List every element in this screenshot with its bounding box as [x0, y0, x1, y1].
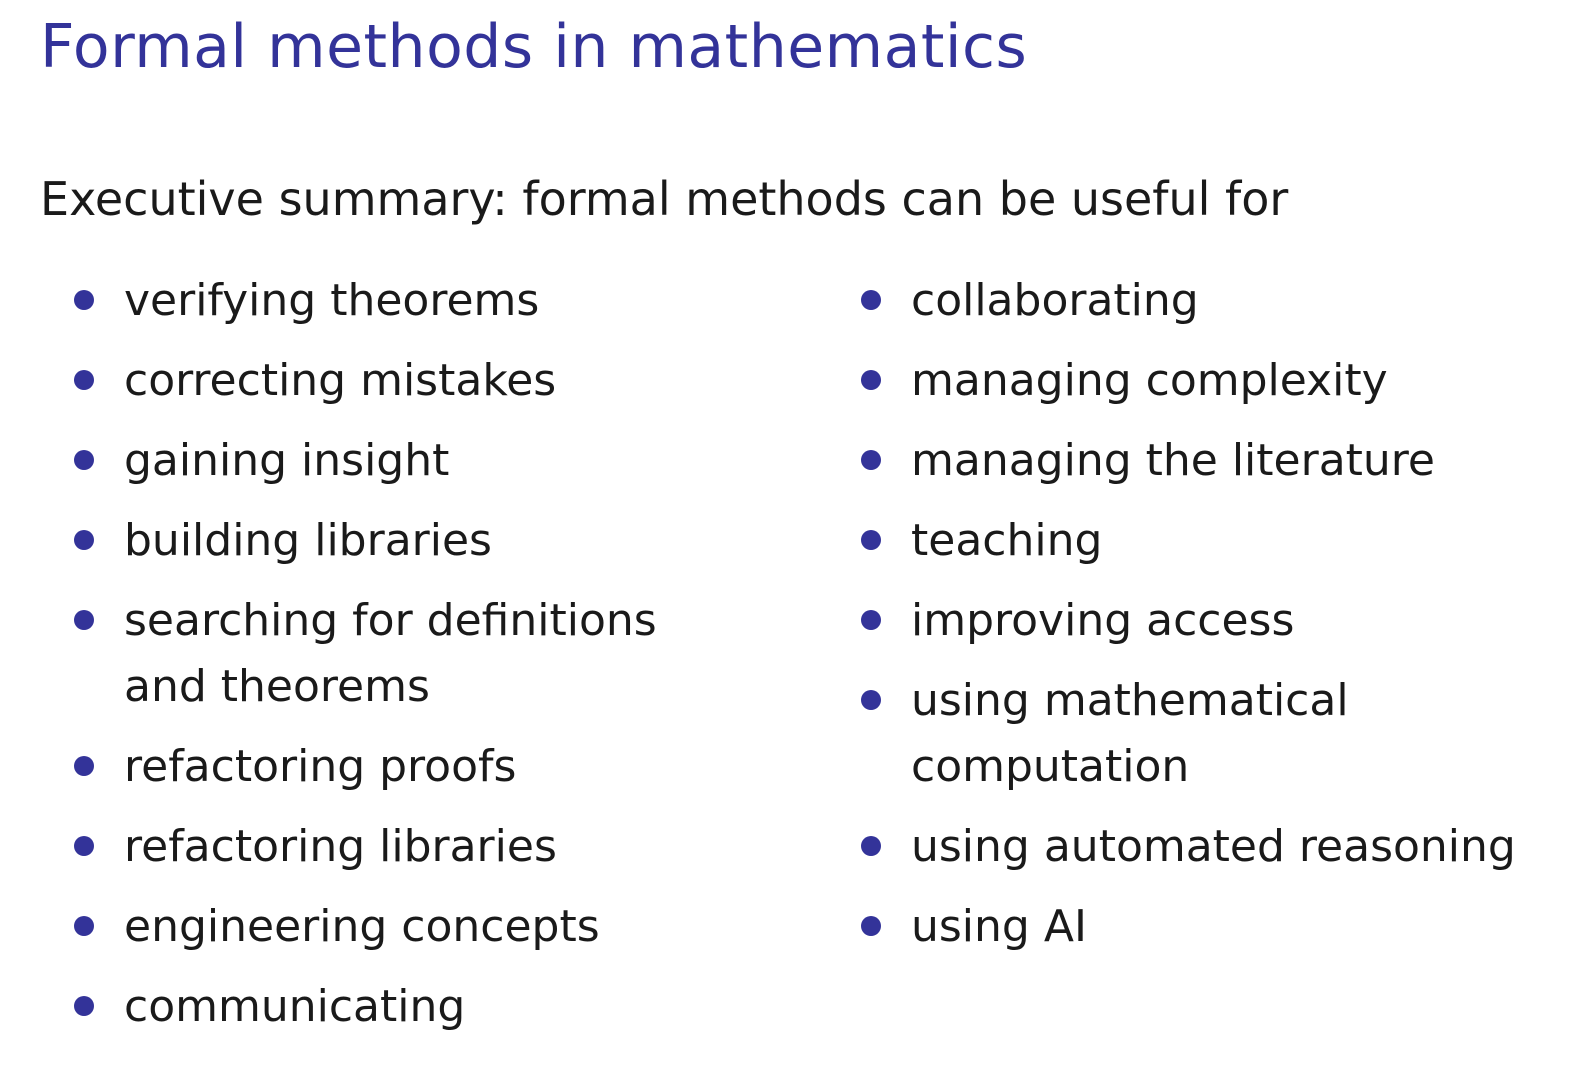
bullet-icon — [74, 996, 94, 1016]
bullet-icon — [861, 450, 881, 470]
list-item — [70, 508, 810, 574]
list-item — [70, 974, 810, 1040]
list-item — [857, 508, 1567, 574]
list-item — [857, 348, 1567, 414]
list-item — [857, 428, 1567, 494]
list-item — [70, 428, 810, 494]
list-item-text: using AI — [911, 901, 1087, 952]
bullet-icon — [74, 916, 94, 936]
bullet-icon — [74, 836, 94, 856]
list-item-text: managing the literature — [911, 435, 1435, 486]
list-item-text: gaining insight — [124, 435, 450, 486]
list-item — [70, 348, 810, 414]
list-item — [857, 894, 1567, 960]
list-item-text: using automated reasoning — [911, 821, 1516, 872]
list-item-text: using mathematical computation — [911, 675, 1349, 792]
bullet-icon — [861, 530, 881, 550]
bullet-icon — [74, 530, 94, 550]
list-item — [70, 734, 810, 800]
list-item — [857, 268, 1567, 334]
bullet-list-right — [857, 268, 1567, 974]
bullet-icon — [861, 290, 881, 310]
list-item — [70, 814, 810, 880]
bullet-icon — [861, 690, 881, 710]
bullet-icon — [74, 610, 94, 630]
bullet-icon — [74, 370, 94, 390]
bullet-icon — [861, 610, 881, 630]
list-item-text: communicating — [124, 981, 466, 1032]
list-item-text: collaborating — [911, 275, 1199, 326]
bullet-list-left — [70, 268, 810, 1054]
list-item-text: improving access — [911, 595, 1295, 646]
bullet-icon — [74, 450, 94, 470]
list-item-text: correcting mistakes — [124, 355, 557, 406]
list-item-text: managing complexity — [911, 355, 1388, 406]
bullet-icon — [861, 916, 881, 936]
list-item-text: refactoring libraries — [124, 821, 557, 872]
list-item-text: building libraries — [124, 515, 492, 566]
list-item-text: refactoring proofs — [124, 741, 517, 792]
list-item-text: teaching — [911, 515, 1103, 566]
slide-title: Formal methods in mathematics — [40, 12, 1028, 82]
list-item — [857, 668, 1411, 800]
list-item — [857, 588, 1567, 654]
bullet-icon — [861, 370, 881, 390]
executive-summary: Executive summary: formal methods can be useful for — [40, 172, 1289, 226]
list-item-text: verifying theorems — [124, 275, 540, 326]
list-item — [70, 268, 810, 334]
list-item — [857, 814, 1567, 880]
bullet-icon — [74, 290, 94, 310]
list-item — [70, 588, 684, 720]
list-item-text: engineering concepts — [124, 901, 600, 952]
list-item — [70, 894, 810, 960]
list-item-text: searching for definitions and theorems — [124, 595, 657, 712]
bullet-icon — [861, 836, 881, 856]
bullet-icon — [74, 756, 94, 776]
